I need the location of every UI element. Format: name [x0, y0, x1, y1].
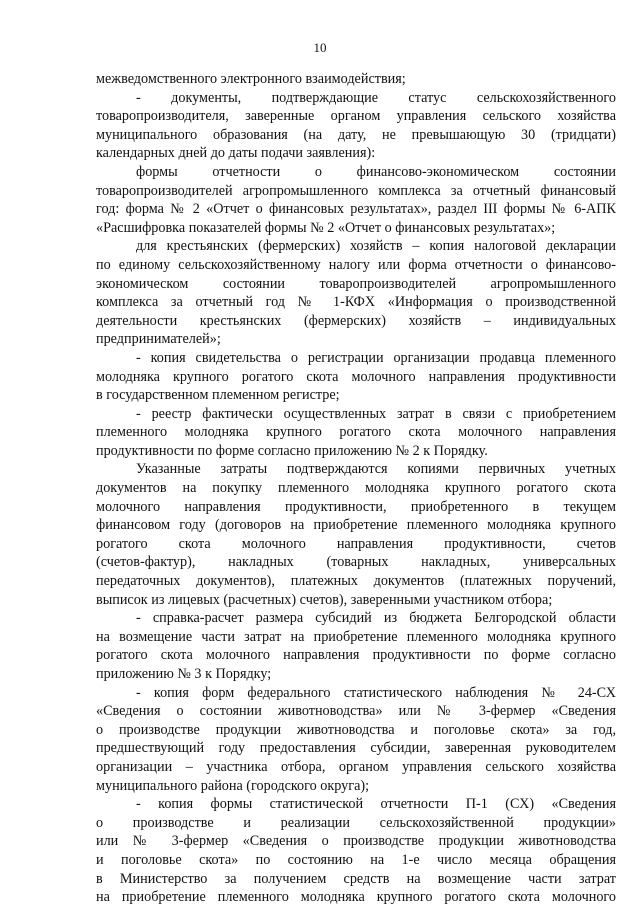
text-line: - копия форм федерального статистического наблюдения № 24-СХ: [136, 684, 616, 701]
text-line: документов на покупку племенного молодняка крупного рогатого скота: [96, 480, 616, 497]
text-line: финансовом году (договоров на приобретение племенного молодняка крупного: [96, 517, 616, 534]
text-line: экономическом состоянии товаропроизводителей агропромышленного: [96, 275, 616, 292]
text-line: деятельности крестьянских (фермерских) хозяйств – индивидуальных: [96, 312, 616, 329]
text-line: организации – участника отбора, органом управления сельского хозяйства: [96, 758, 616, 775]
paragraph: [96, 684, 616, 796]
text-line: для крестьянских (фермерских) хозяйств – копия налоговой декларации: [136, 238, 616, 255]
text-line: в Министерство за получением средств на возмещение части затрат: [96, 870, 616, 887]
paragraph: [96, 349, 616, 405]
text-line: - копия свидетельства о регистрации организации продавца племенного: [136, 349, 616, 366]
text-line: молочного направления продуктивности, приобретенного в текущем: [96, 498, 616, 515]
paragraph: [96, 163, 616, 237]
text-line: - копия формы статистической отчетности П-1 (СХ) «Сведения: [136, 796, 616, 813]
text-line: предшествующий году предоставления субсидии, заверенная руководителем: [96, 740, 616, 757]
text-line: комплекса за отчетный год № 1-КФХ «Информация о производственной: [96, 294, 616, 311]
text-line: и поголовье скота» по состоянию на 1-е число месяца обращения: [96, 851, 616, 868]
paragraph: [96, 237, 616, 349]
text-line: предпринимателей»;: [96, 331, 221, 348]
text-line: календарных дней до даты подачи заявления):: [96, 145, 376, 162]
text-line: о производстве и реализации сельскохозяйственной продукции»: [96, 814, 616, 831]
text-line: рогатого скота молочного направления продуктивности по форме согласно: [96, 647, 616, 664]
text-line: товаропроизводителей агропромышленного комплекса за отчетный финансовый: [96, 182, 616, 199]
text-line: год: форма № 2 «Отчет о финансовых результатах», раздел III формы № 6-АПК: [96, 201, 616, 218]
paragraph: [96, 70, 616, 89]
text-line: на приобретение племенного молодняка крупного рогатого скота молочного: [96, 889, 616, 906]
text-line: или № 3-фермер «Сведения о производстве продукции животноводства: [96, 833, 616, 850]
text-line: - справка-расчет размера субсидий из бюджета Белгородской области: [136, 610, 616, 627]
text-line: «Расшифровка показателей формы № 2 «Отчет о финансовых результатах»;: [96, 219, 556, 236]
text-line: о производстве продукции животноводства и поголовье скота» за год,: [96, 721, 616, 738]
text-line: межведомственного электронного взаимодействия;: [96, 71, 406, 87]
text-line: (счетов-фактур), накладных (товарных накладных, универсальных: [96, 554, 616, 571]
text-line: в государственном племенном регистре;: [96, 387, 340, 404]
text-line: муниципального района (городского округа);: [96, 777, 370, 794]
paragraph: [96, 795, 616, 907]
text-line: на возмещение части затрат на приобретение племенного молодняка крупного: [96, 628, 616, 645]
text-line: Указанные затраты подтверждаются копиями первичных учетных: [136, 461, 616, 478]
text-line: приложению № 3 к Порядку;: [96, 666, 272, 682]
text-line: «Сведения о состоянии животноводства» или № 3-фермер «Сведения: [96, 703, 616, 720]
paragraph: [96, 89, 616, 163]
text-line: по единому сельскохозяйственному налогу или форма отчетности о финансово-: [96, 256, 616, 273]
text-line: продуктивности по форме согласно приложению № 2 к Порядку.: [96, 442, 488, 459]
text-line: племенного молодняка крупного рогатого скота молочного направления: [96, 424, 616, 441]
page-number: 10: [313, 40, 327, 55]
paragraph: [96, 405, 616, 461]
paragraph: [96, 460, 616, 609]
text-line: рогатого скота молочного направления продуктивности, счетов: [96, 535, 616, 552]
text-line: выписок из лицевых (расчетных) счетов), заверенными участником отбора;: [96, 591, 553, 608]
text-line: товаропроизводителя, заверенные органом управления сельского хозяйства: [96, 108, 616, 125]
text-line: муниципального образования (на дату, не превышающую 30 (тридцати): [96, 126, 616, 143]
text-line: передаточных документов), платежных документов (платежных поручений,: [96, 573, 616, 590]
text-line: формы отчетности о финансово-экономическом состоянии: [136, 163, 616, 180]
text-line: - реестр фактически осуществленных затрат в связи с приобретением: [136, 405, 616, 422]
text-line: - документы, подтверждающие статус сельскохозяйственного: [136, 89, 616, 106]
document-body: [96, 70, 616, 907]
paragraph: [96, 609, 616, 683]
text-line: молодняка крупного рогатого скота молочного направления продуктивности: [96, 368, 616, 385]
